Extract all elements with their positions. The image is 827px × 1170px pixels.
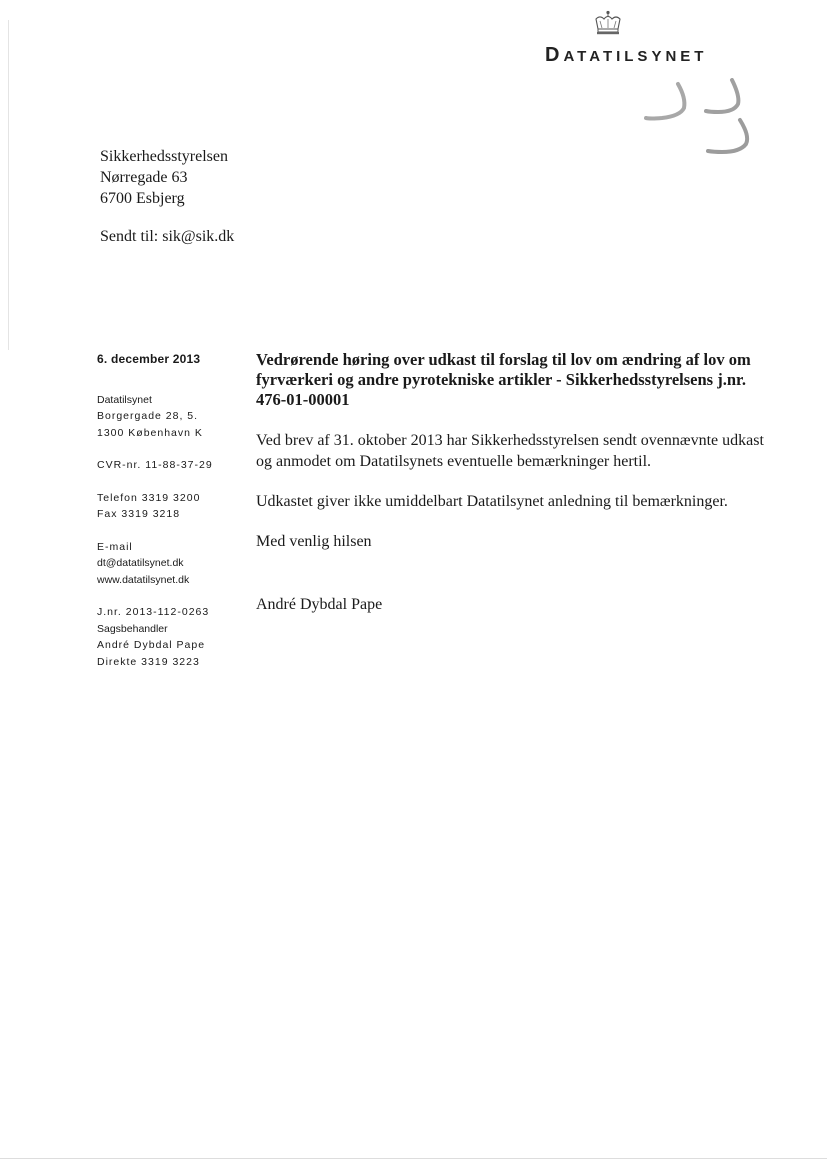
- scan-edge-left: [8, 20, 9, 350]
- case-handler-label: Sagsbehandler: [97, 622, 168, 635]
- letter-date: 6. december 2013: [97, 352, 201, 366]
- sender-website[interactable]: www.datatilsynet.dk: [97, 573, 190, 586]
- letter-body: [256, 350, 776, 615]
- sender-phone: Telefon 3319 3200: [97, 491, 201, 504]
- sender-cvr: CVR-nr. 11-88-37-29: [97, 459, 213, 471]
- recipient-name: Sikkerhedsstyrelsen: [100, 148, 228, 165]
- crown-icon: [592, 10, 624, 38]
- sender-email[interactable]: dt@datatilsynet.dk: [97, 557, 184, 569]
- case-handler-direct: Direkte 3319 3223: [97, 655, 200, 668]
- sender-email-label: E-mail: [97, 540, 133, 553]
- recipient-city: 6700 Esbjerg: [100, 190, 185, 207]
- case-info-block: [97, 604, 247, 670]
- sent-to-line: Sendt til: sik@sik.dk: [100, 228, 235, 245]
- sender-org-name: Datatilsynet: [97, 393, 152, 406]
- letter-closing: Med venlig hilsen: [256, 533, 372, 550]
- case-number: J.nr. 2013-112-0263: [97, 606, 210, 618]
- letter-paragraph-1: Ved brev af 31. oktober 2013 har Sikkerhedsstyrelsen sendt ovennævnte udkast og anmodet om Datatilsynets eventuelle bemærkninger hertil.: [256, 432, 764, 470]
- logo-wordmark: [545, 44, 707, 67]
- logo-wordmark-rest: ATATILSYNET: [563, 48, 708, 65]
- sender-address: [97, 392, 247, 442]
- sender-fax: Fax 3319 3218: [97, 508, 181, 520]
- scan-edge-bottom: [0, 1158, 827, 1159]
- recipient-street: Nørregade 63: [100, 169, 188, 186]
- case-handler-name: André Dybdal Pape: [97, 639, 206, 651]
- sender-city: 1300 København K: [97, 426, 203, 439]
- sender-street: Borgergade 28, 5.: [97, 410, 199, 422]
- letter-signature: André Dybdal Pape: [256, 596, 383, 613]
- logo-wordmark-lead: D: [545, 44, 564, 66]
- sender-contact-block: [97, 539, 247, 589]
- letter-subject: Vedrørende høring over udkast til forslag til lov om ændring af lov om fyrværkeri og andre pyrotekniske artikler - Sikkerhedsstyrelsens j.nr. 476-01-00001: [256, 350, 751, 409]
- letter-paragraph-2: Udkastet giver ikke umiddelbart Datatilsynet anledning til bemærkninger.: [256, 493, 728, 510]
- handwritten-mark-icon: [640, 78, 760, 160]
- sender-sidebar: [97, 351, 247, 686]
- recipient-address: [100, 146, 228, 209]
- sender-phone-block: [97, 490, 247, 523]
